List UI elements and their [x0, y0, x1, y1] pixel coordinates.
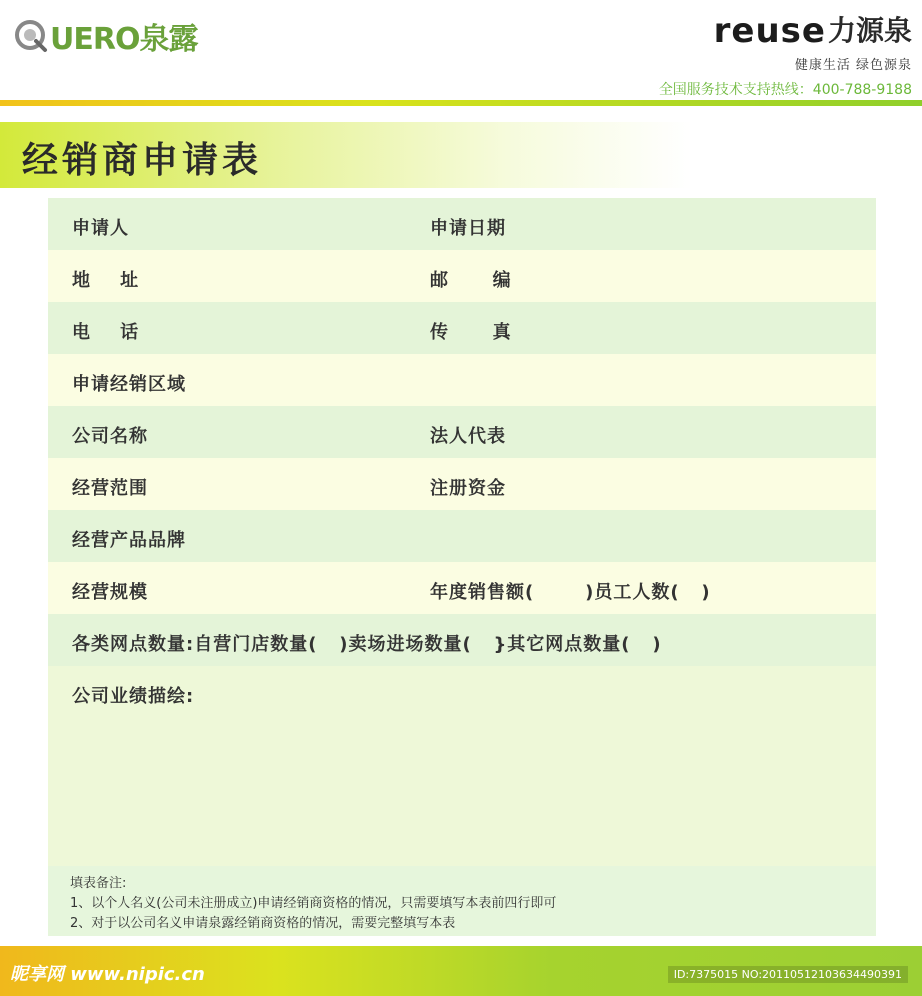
brand-logo-left [14, 14, 197, 58]
label-company-name: 公司名称 [72, 426, 148, 447]
note-line-1: 1、以个人名义(公司未注册成立)申请经销商资格的情况，只需要填写本表前四行即可 [70, 896, 557, 911]
note-line-2: 2、对于以公司名义申请泉露经销商资格的情况，需要完整填写本表 [70, 916, 456, 931]
page-title: 经销商申请表 [22, 140, 263, 181]
form-row-address [48, 250, 876, 302]
title-band [0, 122, 922, 188]
label-business-scope: 经营范围 [72, 478, 148, 499]
label-performance: 公司业绩描绘: [72, 686, 195, 707]
label-phone: 电 话 [72, 322, 140, 343]
footer-band [0, 946, 922, 996]
label-apply-date: 申请日期 [430, 218, 506, 239]
label-address: 地 址 [72, 270, 140, 291]
label-outlet-counts: 各类网点数量:自营门店数量( )卖场进场数量( }其它网点数量( ) [72, 634, 662, 655]
header [0, 0, 922, 100]
label-registered-capital: 注册资金 [430, 478, 506, 499]
slogan: 健康生活 绿色源泉 [794, 58, 912, 73]
form-row-region [48, 354, 876, 406]
form-notes [48, 866, 876, 936]
header-divider [0, 100, 922, 106]
form-row-phone [48, 302, 876, 354]
logo-left-text: UERO泉露 [50, 22, 198, 57]
hotline-text: 全国服务技术支持热线：400-788-9188 [658, 82, 912, 98]
watermark-right: ID:7375015 NO:20110512103634490391 [668, 966, 908, 983]
form-row-outlets [48, 614, 876, 666]
label-legal-rep: 法人代表 [430, 426, 506, 447]
form-row-applicant [48, 198, 876, 250]
reuse-wordmark: reuse [713, 11, 826, 51]
reuse-cn-name: 力源泉 [827, 14, 912, 47]
label-sales-staff: 年度销售额( )员工人数( ) [430, 582, 711, 603]
label-region: 申请经销区域 [72, 374, 186, 395]
form-row-brand [48, 510, 876, 562]
form-row-scope [48, 458, 876, 510]
notes-title: 填表备注: [70, 876, 127, 891]
form-row-company [48, 406, 876, 458]
label-postcode: 邮 编 [430, 270, 512, 291]
label-fax: 传 真 [430, 322, 512, 343]
watermark-left: 昵享网 www.nipic.cn [10, 964, 205, 985]
label-applicant: 申请人 [72, 218, 129, 239]
label-product-brand: 经营产品品牌 [72, 530, 186, 551]
brand-logo-right [658, 11, 912, 99]
label-business-scale: 经营规模 [72, 582, 148, 603]
company-performance-area [48, 666, 876, 866]
form-row-scale [48, 562, 876, 614]
logo-q-icon [14, 19, 48, 53]
